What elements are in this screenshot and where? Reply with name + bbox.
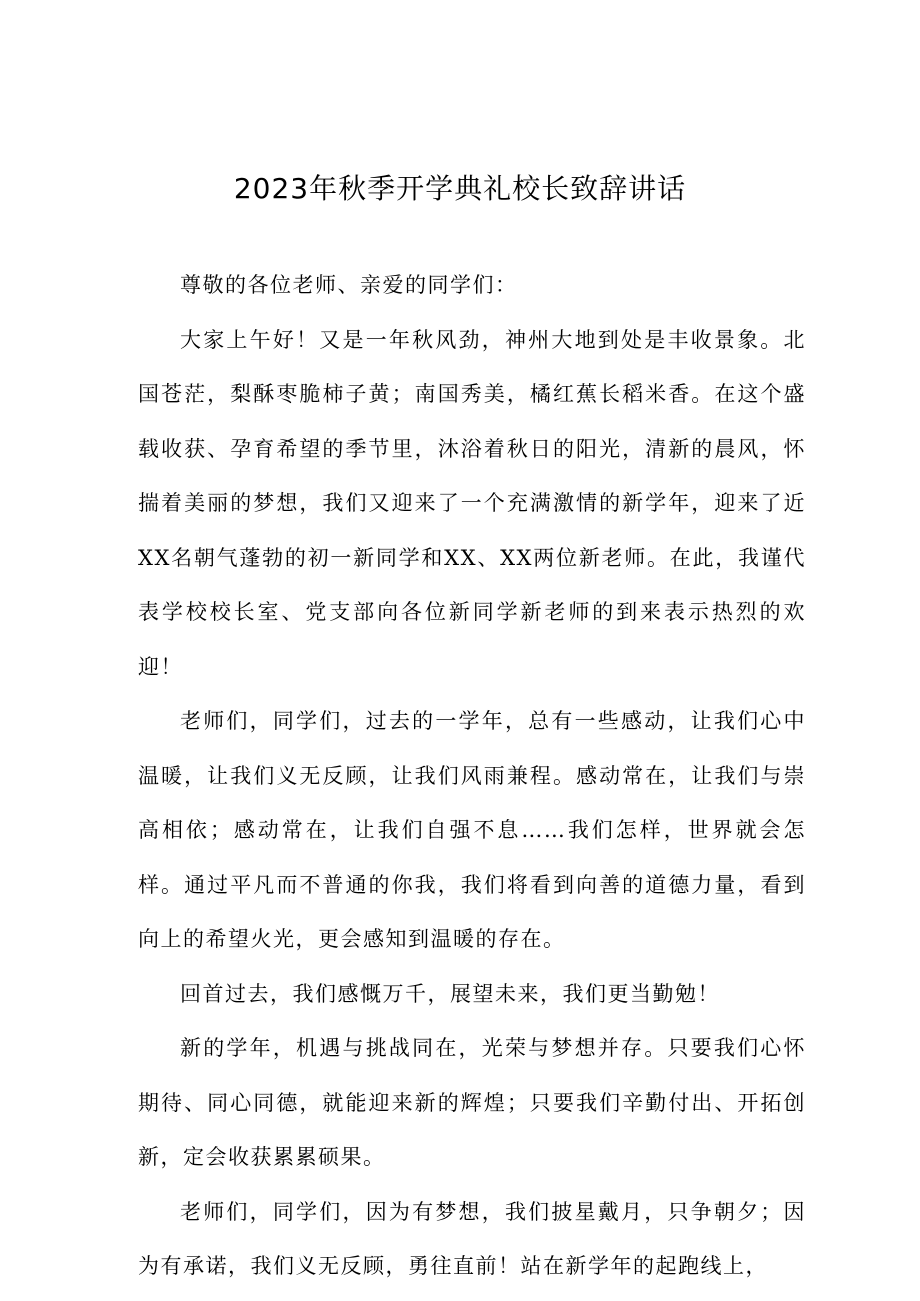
body-paragraph: 新的学年，机遇与挑战同在，光荣与梦想并存。只要我们心怀期待、同心同德，就能迎来新的辉煌；只要我们辛勤付出、开拓创新，定会收获累累硕果。: [138, 1036, 806, 1169]
page-title: 2023年秋季开学典礼校长致辞讲话: [233, 172, 687, 205]
body-paragraph: 回首过去，我们感慨万千，展望未来，我们更当勤勉！: [180, 981, 720, 1006]
body-paragraph: 老师们，同学们，过去的一学年，总有一些感动，让我们心中温暖，让我们义无反顾，让我们风雨兼程。感动常在，让我们与崇高相依；感动常在，让我们自强不息……我们怎样，世界就会怎样。通过平凡而不普通的你我，我们将看到向善的道德力量，看到向上的希望火光，更会感知到温暖的存在。: [138, 709, 806, 951]
document-body: [138, 258, 806, 1294]
body-paragraph: 老师们，同学们，因为有梦想，我们披星戴月，只争朝夕；因为有承诺，我们义无反顾，勇往直前！站在新学年的起跑线上，: [138, 1199, 806, 1278]
body-paragraph: 大家上午好！又是一年秋风劲，神州大地到处是丰收景象。北国苍茫，梨酥枣脆柿子黄；南国秀美，橘红蕉长稻米香。在这个盛载收获、孕育希望的季节里，沐浴着秋日的阳光，清新的晨风，怀揣着美丽的梦想，我们又迎来了一个充满激情的新学年，迎来了近XX名朝气蓬勃的初一新同学和XX、XX两位新老师。在此，我谨代表学校校长室、党支部向各位新同学新老师的到来表示热烈的欢迎！: [138, 327, 806, 679]
salutation-paragraph: 尊敬的各位老师、亲爱的同学们：: [180, 273, 518, 297]
